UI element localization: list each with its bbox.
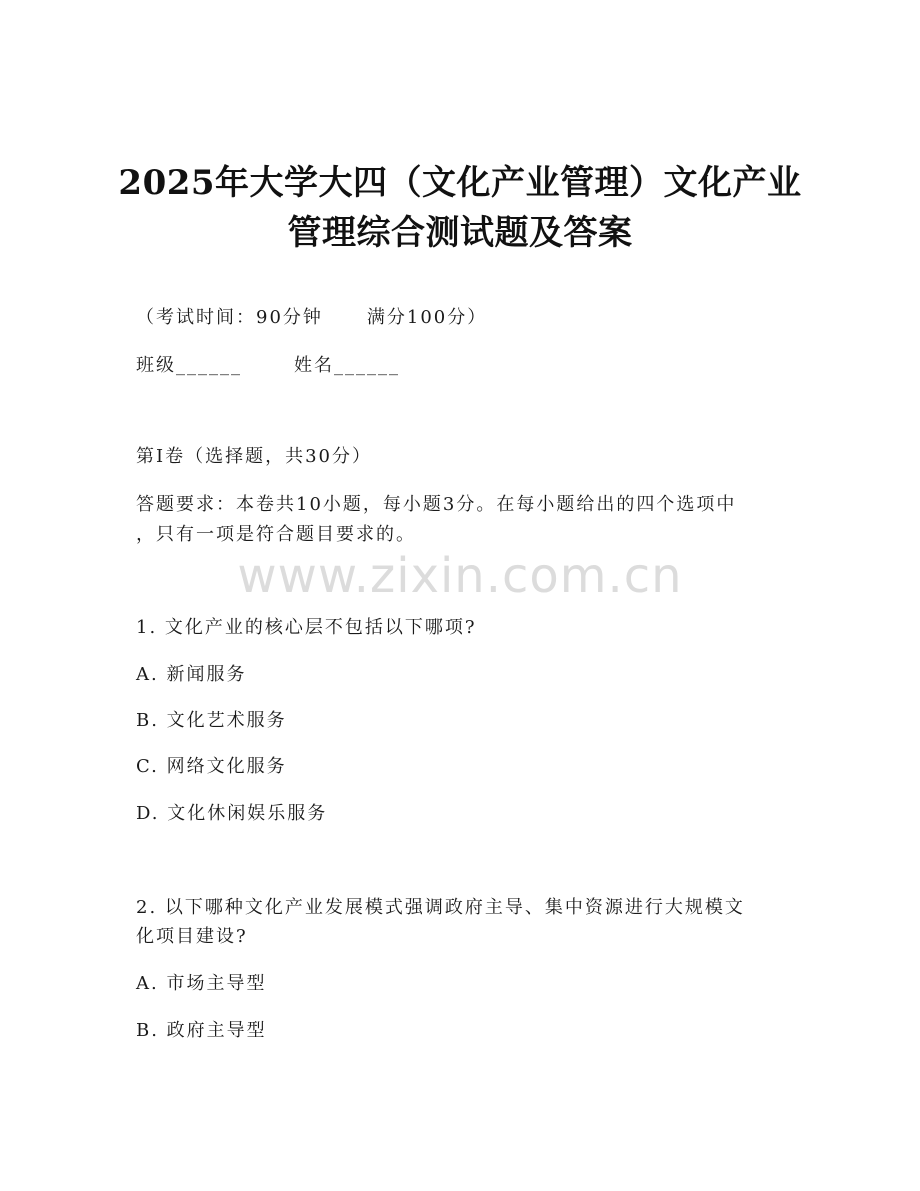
exam-time: （考试时间：90分钟: [136, 307, 323, 328]
document-title-line-1: 2025年大学大四（文化产业管理）文化产业: [118, 163, 802, 203]
question-2-stem-line-1: 2. 以下哪种文化产业发展模式强调政府主导、集中资源进行大规模文: [136, 897, 745, 918]
document-title-line-2: 管理综合测试题及答案: [287, 213, 633, 253]
question-2-option-a: A. 市场主导型: [136, 973, 267, 994]
question-2-option-b: B. 政府主导型: [136, 1020, 267, 1041]
question-1-option-d: D. 文化休闲娱乐服务: [136, 803, 328, 824]
name-field-label: 姓名______: [294, 355, 400, 376]
class-field-label: 班级______: [136, 355, 242, 376]
watermark-text: www.zixin.com.cn: [237, 548, 683, 604]
question-1-stem: 1. 文化产业的核心层不包括以下哪项?: [136, 617, 477, 638]
section-instructions-line-2: ，只有一项是符合题目要求的。: [136, 524, 416, 545]
student-fields: [136, 351, 400, 377]
section-instructions-line-1: 答题要求：本卷共10小题，每小题3分。在每小题给出的四个选项中: [136, 494, 737, 515]
question-2-stem-line-2: 化项目建设?: [136, 926, 248, 947]
section-heading: 第I卷（选择题，共30分）: [136, 446, 373, 467]
question-1-option-b: B. 文化艺术服务: [136, 710, 287, 731]
question-1-option-a: A. 新闻服务: [136, 664, 247, 685]
question-1-option-c: C. 网络文化服务: [136, 756, 287, 777]
exam-score: 满分100分）: [366, 307, 488, 328]
exam-info: [136, 303, 487, 329]
